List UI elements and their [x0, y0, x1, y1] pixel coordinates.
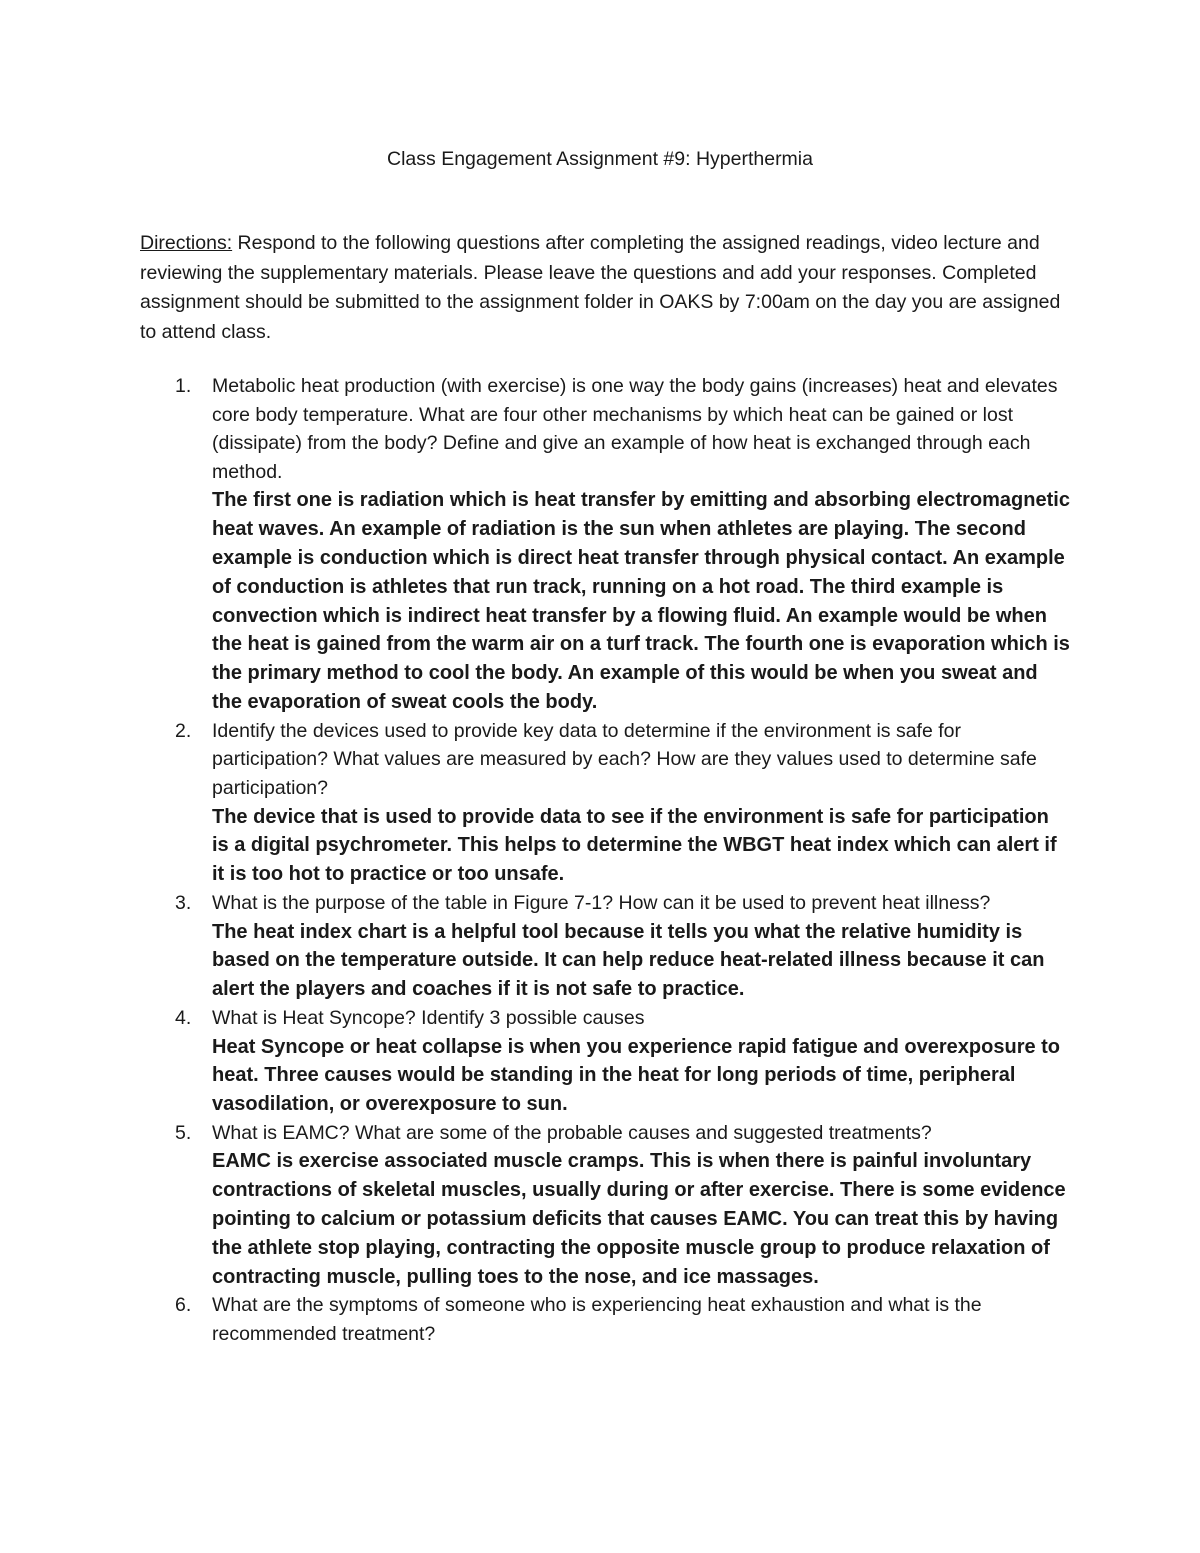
directions-text: Respond to the following questions after completing the assigned readings, video lecture and reviewing the supplementary materials. Please leave the questions and add your responses. Completed assignment should be submitted to the assignment folder in OAKS by 7:00am on the day you are assigned to attend class. [140, 232, 1061, 343]
question-text: Identify the devices used to provide key data to determine if the environment is safe for participation? What values are measured by each? How are they values used to determine safe participation? [212, 719, 1037, 799]
question-item-6 [140, 1291, 1070, 1348]
question-number: 1. [175, 375, 192, 397]
question-text: What are the symptoms of someone who is experiencing heat exhaustion and what is the recommended treatment? [212, 1294, 982, 1346]
question-item-4 [140, 1004, 1070, 1119]
answer-text: The device that is used to provide data to see if the environment is safe for participation is a digital psychrometer. This helps to determine the WBGT heat index which can alert if it is too hot to practice or too unsafe. [212, 805, 1057, 886]
answer-text: The heat index chart is a helpful tool because it tells you what the relative humidity is based on the temperature outside. It can help reduce heat-related illness because it can alert the players and coaches if it is not safe to practice. [212, 920, 1045, 1001]
question-text: What is the purpose of the table in Figure 7-1? How can it be used to prevent heat illness? [212, 891, 991, 914]
question-text: What is EAMC? What are some of the probable causes and suggested treatments? [212, 1121, 932, 1144]
answer-text: The first one is radiation which is heat transfer by emitting and absorbing electromagnetic heat waves. An example of radiation is the sun when athletes are playing. The second example is conduction which is direct heat transfer through physical contact. An example of conduction is athletes that run track, running on a hot road. The third example is convection which is indirect heat transfer by a flowing fluid. An example would be when the heat is gained from the warm air on a turf track. The fourth one is evaporation which is the primary method to cool the body. An example of this would be when you sweat and the evaporation of sweat cools the body. [212, 489, 1070, 713]
question-text: What is Heat Syncope? Identify 3 possible causes [212, 1006, 645, 1029]
answer-text: EAMC is exercise associated muscle cramps. This is when there is painful involuntary contractions of skeletal muscles, usually during or after exercise. There is some evidence pointing to calcium or potassium deficits that causes EAMC. You can treat this by having the athlete stop playing, contracting the opposite muscle group to produce relaxation of contracting muscle, pulling toes to the nose, and ice massages. [212, 1150, 1066, 1288]
question-item-3 [140, 889, 1070, 1004]
question-number: 3. [175, 891, 192, 914]
question-item-5 [140, 1119, 1070, 1292]
question-list [140, 372, 1070, 1349]
directions-paragraph [140, 229, 1070, 347]
answer-text: Heat Syncope or heat collapse is when you experience rapid fatigue and overexposure to heat. Three causes would be standing in the heat for long periods of time, peripheral vasodilation, or overexposure to sun. [212, 1035, 1061, 1116]
question-number: 2. [175, 719, 192, 742]
question-item-1 [140, 372, 1070, 717]
question-number: 4. [175, 1006, 192, 1029]
directions-label: Directions: [140, 232, 233, 254]
document-title: Class Engagement Assignment #9: Hyperthermia [387, 148, 813, 170]
question-number: 5. [175, 1121, 192, 1144]
question-item-2 [140, 717, 1070, 889]
question-text: Metabolic heat production (with exercise) is one way the body gains (increases) heat and elevates core body temperature. What are four other mechanisms by which heat can be gained or lost (dissipate) from the body? Define and give an example of how heat is exchanged through each method. [212, 375, 1058, 483]
question-number: 6. [175, 1294, 192, 1317]
